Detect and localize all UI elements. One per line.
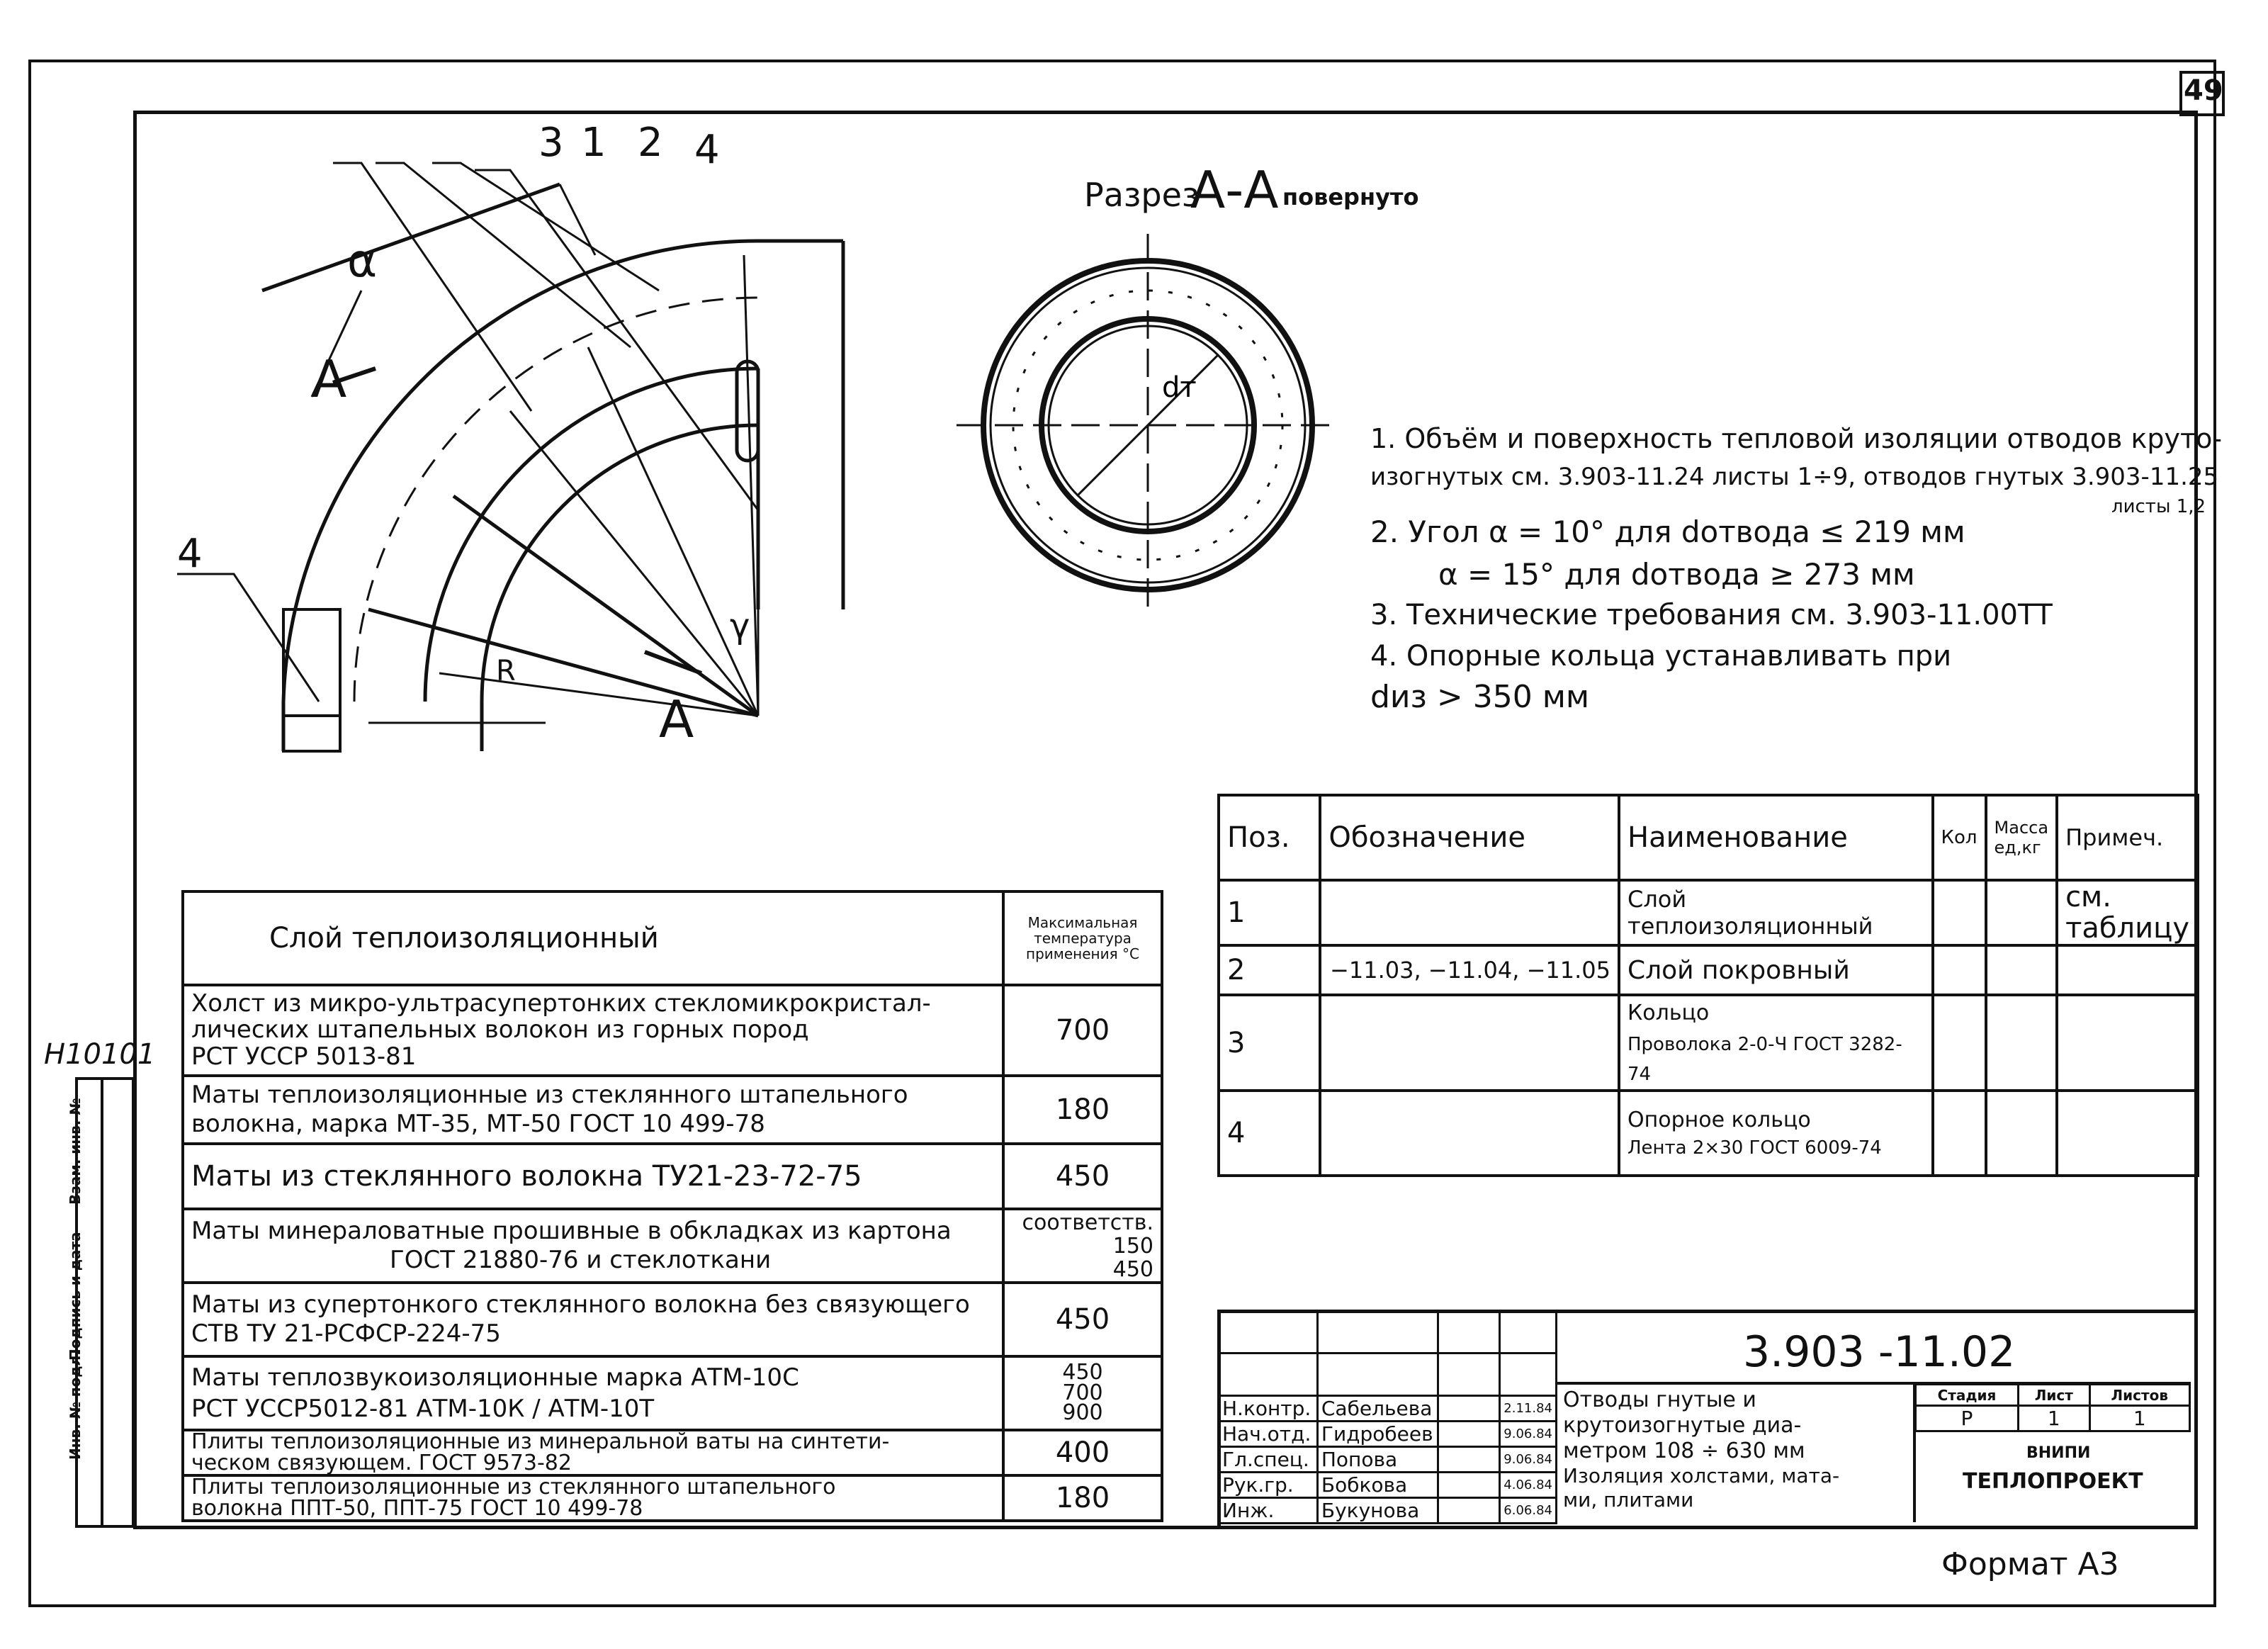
ins-header-temp-2: температура — [1034, 930, 1132, 947]
ins-line: Плиты теплоизоляционные из минеральной ваты на синтети- — [191, 1429, 890, 1454]
table-row — [1219, 995, 2198, 1091]
spec-name: Слой теплоизоляционный — [1619, 880, 1933, 945]
ins-line: Маты теплозвукоизоляционные марка АТМ-10С — [191, 1363, 799, 1392]
ins-temp: 180 — [1003, 1475, 1162, 1521]
spec-table — [1217, 794, 2199, 1177]
section-title-main: А-А — [1190, 160, 1279, 220]
spec-designation: −11.03, −11.04, −11.05 — [1320, 945, 1619, 995]
stamp-date: 9.06.84 — [1500, 1422, 1557, 1447]
ins-temp: 450 — [1003, 1283, 1162, 1356]
ins-temp: 450 — [1003, 1144, 1162, 1209]
section-mark-right: А — [659, 690, 694, 749]
table-row — [1219, 880, 2198, 945]
ins-header-temp-3: применения °С — [1026, 945, 1139, 962]
table-row — [183, 1283, 1162, 1356]
spec-name-sub: Проволока 2-0-Ч ГОСТ 3282-74 — [1627, 1034, 1902, 1085]
spec-name: Слой покровный — [1619, 945, 1933, 995]
spec-pos: 4 — [1219, 1091, 1320, 1176]
spec-header-name: Наименование — [1619, 795, 1933, 880]
spec-header-designation: Обозначение — [1320, 795, 1619, 880]
stamp-sheets: 1 — [2089, 1406, 2189, 1431]
section-title-suffix: повернуто — [1282, 184, 1419, 210]
section-mark-left: А — [312, 349, 347, 409]
ins-line: Маты минераловатные прошивные в обкладках из картона — [191, 1217, 952, 1246]
stamp-code: 3.903 -11.02 — [1743, 1327, 2016, 1377]
ins-line: Маты из стеклянного волокна ТУ21-23-72-75 — [183, 1144, 1003, 1209]
ins-temp: 700 — [1062, 1380, 1103, 1405]
stamp-org-line2: ТЕПЛОПРОЕКТ — [1963, 1469, 2143, 1494]
ins-line: лических штапельных волокон из горных пород — [191, 1015, 809, 1045]
ins-temp: соответств. 150 — [1022, 1210, 1153, 1259]
stamp-date: 6.06.84 — [1500, 1498, 1557, 1524]
spec-designation — [1320, 880, 1619, 945]
stamp-stage-table — [1914, 1383, 2191, 1432]
stamp-date: 2.11.84 — [1500, 1396, 1557, 1422]
ins-temp: 400 — [1003, 1430, 1162, 1475]
ins-line: ческом связующем. ГОСТ 9573-82 — [191, 1451, 572, 1475]
table-row — [1219, 1091, 2198, 1176]
ins-line: волокна, марка МТ-35, МТ-50 ГОСТ 10 499-78 — [191, 1110, 765, 1138]
stamp-sheet: 1 — [2018, 1406, 2089, 1431]
side-label-sign: Подпись и дата — [67, 1232, 84, 1361]
ins-temp: 180 — [1003, 1076, 1162, 1144]
note-4b: dиз > 350 мм — [1370, 679, 1590, 715]
table-row — [183, 1076, 1162, 1144]
table-row — [1219, 945, 2198, 995]
stamp-title-line: ми, плитами — [1563, 1487, 1694, 1512]
spec-header-qty: Кол — [1933, 795, 1986, 880]
spec-name: Опорное кольцо — [1627, 1107, 1811, 1132]
note-2b: α = 15° для dотвода ≥ 273 мм — [1438, 557, 1915, 592]
spec-header-pos: Поз. — [1219, 795, 1320, 880]
note-2: 2. Угол α = 10° для dотвода ≤ 219 мм — [1370, 514, 1965, 549]
table-row — [183, 1144, 1162, 1209]
radius-mark: R — [496, 655, 516, 687]
ins-header-temp-1: Максимальная — [1027, 914, 1138, 931]
table-row — [183, 985, 1162, 1076]
table-row — [183, 1430, 1162, 1475]
spec-header-mass: Масса ед,кг — [1986, 795, 2058, 880]
callout-1: 1 — [581, 120, 607, 166]
table-row — [183, 1356, 1162, 1430]
gamma-mark: γ — [730, 607, 750, 646]
side-code: Н10101 — [44, 1038, 156, 1071]
stamp-role: Нач.отд. — [1219, 1422, 1318, 1447]
ins-line: РСТ УССР 5013-81 — [191, 1042, 417, 1071]
stamp-name: Гидробеев — [1317, 1422, 1438, 1447]
ins-temp: 700 — [1003, 985, 1162, 1076]
callout-4-left: 4 — [177, 531, 203, 577]
spec-pos: 3 — [1219, 995, 1320, 1091]
ins-line: Плиты теплоизоляционные из стеклянного штапельного — [191, 1475, 836, 1499]
stamp-role: Гл.спец. — [1219, 1447, 1318, 1473]
spec-pos: 2 — [1219, 945, 1320, 995]
ins-line: Маты теплоизоляционные из стеклянного штапельного — [191, 1081, 908, 1110]
insulation-table — [181, 890, 1163, 1522]
stamp-title-line: Отводы гнутые и — [1563, 1388, 1756, 1412]
stamp-name: Попова — [1317, 1447, 1438, 1473]
ins-temp: 900 — [1062, 1400, 1103, 1426]
side-label-inv: Инв. № подл. — [67, 1350, 84, 1460]
ins-line: СТВ ТУ 21-РСФСР-224-75 — [191, 1319, 501, 1348]
spec-name: Кольцо — [1627, 1001, 1710, 1025]
ins-line: волокна ППТ-50, ППТ-75 ГОСТ 10 499-78 — [191, 1496, 643, 1521]
note-4: 4. Опорные кольца устанавливать при — [1370, 640, 1952, 672]
note-1c: листы 1,2 — [2111, 496, 2206, 517]
ins-temp: 450 — [1112, 1256, 1153, 1282]
ins-temp: 450 — [1062, 1360, 1103, 1385]
stamp-title — [1563, 1388, 1910, 1512]
ins-line: Маты из супертонкого стеклянного волокна без связующего — [191, 1290, 970, 1319]
note-1: 1. Объём и поверхность тепловой изоляции отводов круто- — [1370, 423, 2223, 454]
sheet-number: 49 — [2184, 74, 2223, 107]
callout-3: 3 — [538, 120, 564, 166]
diameter-label: dт — [1162, 371, 1197, 404]
elbow-drawing — [135, 113, 1056, 850]
side-strip-divider — [101, 1077, 103, 1528]
stamp-role: Инж. — [1219, 1498, 1318, 1524]
stamp-name: Букунова — [1317, 1498, 1438, 1524]
callout-4-top: 4 — [694, 127, 720, 173]
stamp-stage: Р — [1916, 1406, 2019, 1431]
stamp-title-line: Изоляция холстами, мата- — [1563, 1464, 1840, 1487]
ins-line: РСТ УССР5012-81 АТМ-10К / АТМ-10Т — [191, 1395, 655, 1423]
stamp-role: Н.контр. — [1219, 1396, 1318, 1422]
ins-header-title: Слой теплоизоляционный — [183, 891, 1003, 985]
stamp-name: Бобкова — [1317, 1473, 1438, 1498]
side-strip — [75, 1077, 135, 1528]
spec-pos: 1 — [1219, 880, 1320, 945]
callout-2: 2 — [638, 120, 663, 166]
stamp-name: Сабельева — [1317, 1396, 1438, 1422]
format-label: Формат А3 — [1941, 1546, 2119, 1582]
note-3: 3. Технические требования см. 3.903-11.00ТТ — [1370, 599, 2053, 631]
stamp-date: 4.06.84 — [1500, 1473, 1557, 1498]
stamp-title-line: метром 108 ÷ 630 мм — [1563, 1439, 1805, 1463]
stamp-sheet-label: Лист — [2018, 1385, 2089, 1406]
stamp-signatures — [1217, 1310, 1557, 1524]
stamp-date: 9.06.84 — [1500, 1447, 1557, 1473]
alpha-mark: α — [347, 235, 378, 288]
spec-header-note: Примеч. — [2057, 795, 2198, 880]
spec-name-sub: Лента 2×30 ГОСТ 6009-74 — [1627, 1137, 1882, 1159]
stamp-stage-label: Стадия — [1916, 1385, 2019, 1406]
section-drawing — [949, 227, 1346, 624]
side-label-replace: Взам. инв. № — [67, 1098, 84, 1205]
ins-line: Холст из микро-ультрасупертонких стекломикрокристал- — [191, 989, 931, 1018]
stamp-title-line: крутоизогнутые диа- — [1563, 1413, 1802, 1438]
section-title-prefix: Разрез — [1084, 176, 1200, 214]
table-row — [183, 1209, 1162, 1283]
note-1b: изогнутых см. 3.903-11.24 листы 1÷9, отводов гнутых 3.903-11.25 — [1370, 463, 2219, 491]
table-row — [183, 1475, 1162, 1521]
stamp-org-line1: ВНИПИ — [2026, 1444, 2091, 1462]
stamp-role: Рук.гр. — [1219, 1473, 1318, 1498]
spec-note: см. таблицу — [2057, 880, 2198, 945]
stamp-sheets-label: Листов — [2089, 1385, 2189, 1406]
ins-line: ГОСТ 21880-76 и стеклоткани — [390, 1246, 772, 1274]
